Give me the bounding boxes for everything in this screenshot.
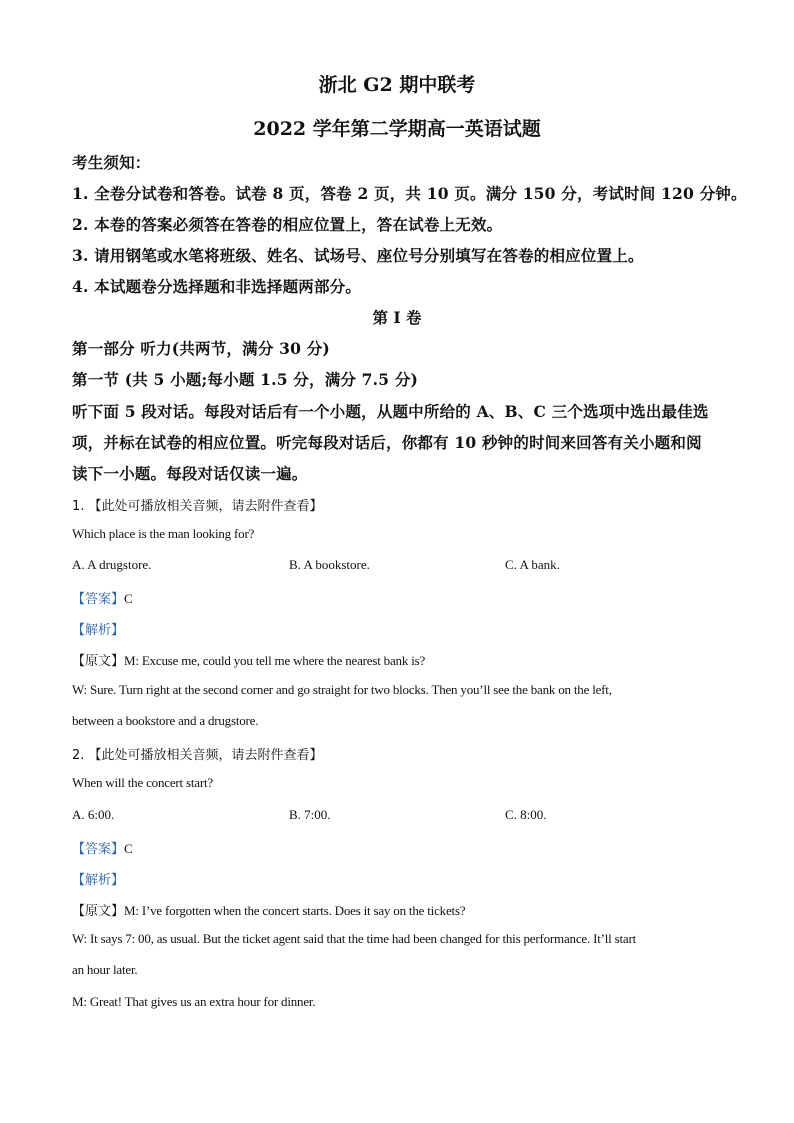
- transcript-line: M: Great! That gives us an extra hour for dinner.: [72, 994, 316, 1009]
- option-a: A. 6:00.: [72, 807, 115, 822]
- part-title: 第一部分 听力(共两节，满分 30 分): [72, 339, 330, 358]
- transcript-line: W: It says 7: 00, as usual. But the ticket agent said that the time had been changed for this performance. It’ll start: [72, 931, 636, 946]
- instructions-line: 听下面 5 段对话。每段对话后有一个小题，从题中所给的 A、B、C 三个选项中选出最佳选: [72, 402, 709, 421]
- option-c: C. A bank.: [505, 557, 560, 572]
- instructions-line: 读下一小题。每段对话仅读一遍。: [72, 464, 308, 483]
- original-tag: 【原文】: [72, 904, 125, 919]
- transcript-text: M: Excuse me, could you tell me where the nearest bank is?: [124, 653, 426, 668]
- transcript-text: M: I’ve forgotten when the concert starts. Does it say on the tickets?: [124, 903, 466, 918]
- audio-link[interactable]: 2. 【此处可播放相关音频，请去附件查看】: [72, 748, 323, 763]
- answer-value: C: [124, 841, 133, 856]
- answer-row: [72, 588, 133, 607]
- exam-title: 浙北 G2 期中联考: [318, 74, 476, 96]
- notice-item: 2. 本卷的答案必须答在答卷的相应位置上，答在试卷上无效。: [72, 215, 503, 234]
- answer-tag: 【答案】: [72, 842, 125, 857]
- answer-row: [72, 838, 133, 857]
- question-text: Which place is the man looking for?: [72, 526, 255, 541]
- transcript-line: W: Sure. Turn right at the second corner and go straight for two blocks. Then you’ll see the bank on the left,: [72, 682, 612, 697]
- option-c: C. 8:00.: [505, 807, 547, 822]
- instructions-line: 项，并标在试卷的相应位置。听完每段对话后，你都有 10 秒钟的时间来回答有关小题和阅: [72, 433, 702, 452]
- notice-item: 1. 全卷分试卷和答卷。试卷 8 页，答卷 2 页，共 10 页。满分 150 分，考试时间 120 分钟。: [72, 184, 747, 203]
- transcript-line: an hour later.: [72, 962, 138, 977]
- transcript-line: [72, 650, 425, 669]
- answer-tag: 【答案】: [72, 592, 125, 607]
- audio-link[interactable]: 1. 【此处可播放相关音频，请去附件查看】: [72, 499, 323, 514]
- transcript-line: [72, 900, 465, 919]
- original-tag: 【原文】: [72, 654, 125, 669]
- analysis-tag: 【解析】: [72, 873, 125, 888]
- notice-item: 4. 本试题卷分选择题和非选择题两部分。: [72, 277, 362, 296]
- answer-value: C: [124, 591, 133, 606]
- option-b: B. 7:00.: [289, 807, 331, 822]
- volume-heading: 第 I 卷: [372, 308, 422, 327]
- notice-item: 3. 请用钢笔或水笔将班级、姓名、试场号、座位号分别填写在答卷的相应位置上。: [72, 246, 644, 265]
- notice-heading: 考生须知：: [72, 153, 151, 172]
- question-text: When will the concert start?: [72, 775, 213, 790]
- section-title: 第一节 (共 5 小题;每小题 1.5 分，满分 7.5 分): [72, 370, 419, 389]
- option-b: B. A bookstore.: [289, 557, 370, 572]
- option-a: A. A drugstore.: [72, 557, 152, 572]
- exam-subtitle: 2022 学年第二学期高一英语试题: [253, 118, 541, 140]
- transcript-line: between a bookstore and a drugstore.: [72, 713, 259, 728]
- analysis-tag: 【解析】: [72, 623, 125, 638]
